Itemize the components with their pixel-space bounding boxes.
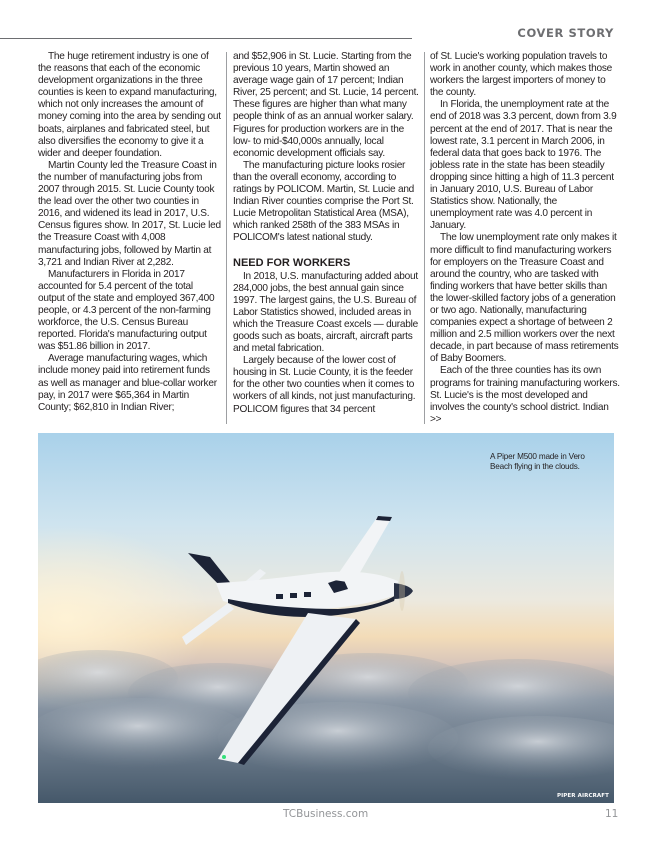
paragraph: In Florida, the unemployment rate at the end of 2018 was 3.3 percent, down from 3.9 percent at the end of 2017. That is near the lowest rate, 3.1 percent in March 2006, in federal data that goes back to 1976. The jobless rate in the state has been steadily dropping since hitting a high of 11.3 percent in January 2010, U.S. Bureau of Labor Statistics show. Nationally, the unemployment rate was 4.0 percent in January.	[430, 99, 617, 232]
header-rule	[0, 38, 412, 39]
photo-credit: PIPER AIRCRAFT	[557, 793, 609, 799]
paragraph: Average manufacturing wages, which include money paid into retirement funds as well as manager and blue-collar worker pay, in 2017 were $65,364 in Martin County; $62,810 in Indian River;	[38, 353, 217, 413]
paragraph: Martin County led the Treasure Coast in the number of manufacturing jobs from 2007 through 2015. St. Lucie County took the lead over the other two counties in 2016, and widened its lead in 2017, U.S. Census figures show. In 2017, St. Lucie led the Treasure Coast with 4,008 manufacturing jobs, followed by Martin at 3,721 and Indian River at 2,282.	[38, 159, 221, 268]
article-column-2	[233, 51, 421, 416]
column-divider	[424, 52, 425, 424]
article-column-3	[430, 51, 620, 426]
paragraph: The huge retirement industry is one of the reasons that each of the economic development organizations in the three counties is keen to expand manufacturing, which not only increases the amount of money coming into the area by sending out boats, airplanes and fabricated steel, but also diversifies the economy to give it a wider and deeper foundation.	[38, 51, 221, 159]
page-number: 11	[605, 808, 619, 820]
paragraph: of St. Lucie's working population travels to work in another county, which makes those workers the largest importers of money to the county.	[430, 51, 612, 99]
paragraph: The low unemployment rate only makes it more difficult to find manufacturing workers for employers on the Treasure Coast and around the country, who are tasked with finding workers that have better skills than the lower-skilled factory jobs of a generation or two ago. Nationally, manufacturing companies expect a shortage of between 2 million and 2.5 million workers over the next decade, in part because of mass retirements of Baby Boomers.	[430, 232, 619, 365]
paragraph: Each of the three counties has its own programs for training manufacturing workers. St. Lucie's is the most developed and involves the county's school district. Indian >>	[430, 365, 620, 425]
photo-illustration	[38, 433, 614, 803]
section-label: COVER STORY	[517, 26, 614, 40]
article-column-1	[38, 51, 222, 414]
clouds	[38, 650, 614, 780]
paragraph: The manufacturing picture looks rosier than the overall economy, according to ratings by POLICOM. Martin, St. Lucie and Indian River counties comprise the Port St. Lucie Metropolitan Statistical Area (MSA), which ranked 258th of the 383 MSAs in POLICOM's latest national study.	[233, 159, 415, 244]
subhead: NEED FOR WORKERS	[233, 256, 351, 269]
photo-caption: A Piper M500 made in Vero Beach flying in the clouds.	[490, 452, 585, 471]
paragraph: In 2018, U.S. manufacturing added about 284,000 jobs, the best annual gain since 1997. The largest gains, the U.S. Bureau of Labor Statistics showed, included areas in which the Treasure Coast excels — durable goods such as boats, aircraft, aircraft parts and metal fabrication.	[233, 270, 418, 355]
paragraph: Largely because of the lower cost of housing in St. Lucie County, it is the feeder for the other two counties when it comes to workers of all kinds, not just manufacturing. POLICOM figures that 34 percent	[233, 355, 416, 415]
paragraph: Manufacturers in Florida in 2017 accounted for 5.4 percent of the total output of the state and employed 367,400 people, or 4.3 percent of the non-farming workforce, the U.S. Census Bureau reported. Florida's manufacturing output was $51.86 billion in 2017.	[38, 268, 215, 353]
paragraph: and $52,906 in St. Lucie. Starting from the previous 10 years, Martin showed an average wage gain of 17 percent; Indian River, 25 percent; and St. Lucie, 14 percent. These figures are higher than what many people think of as an annual worker salary. Figures for production workers are in the low- to mid-$40,000s annually, local economic development officials say.	[233, 51, 419, 159]
column-divider	[226, 52, 227, 424]
airplane-photo	[38, 433, 614, 803]
footer-site[interactable]: TCBusiness.com	[283, 808, 369, 820]
